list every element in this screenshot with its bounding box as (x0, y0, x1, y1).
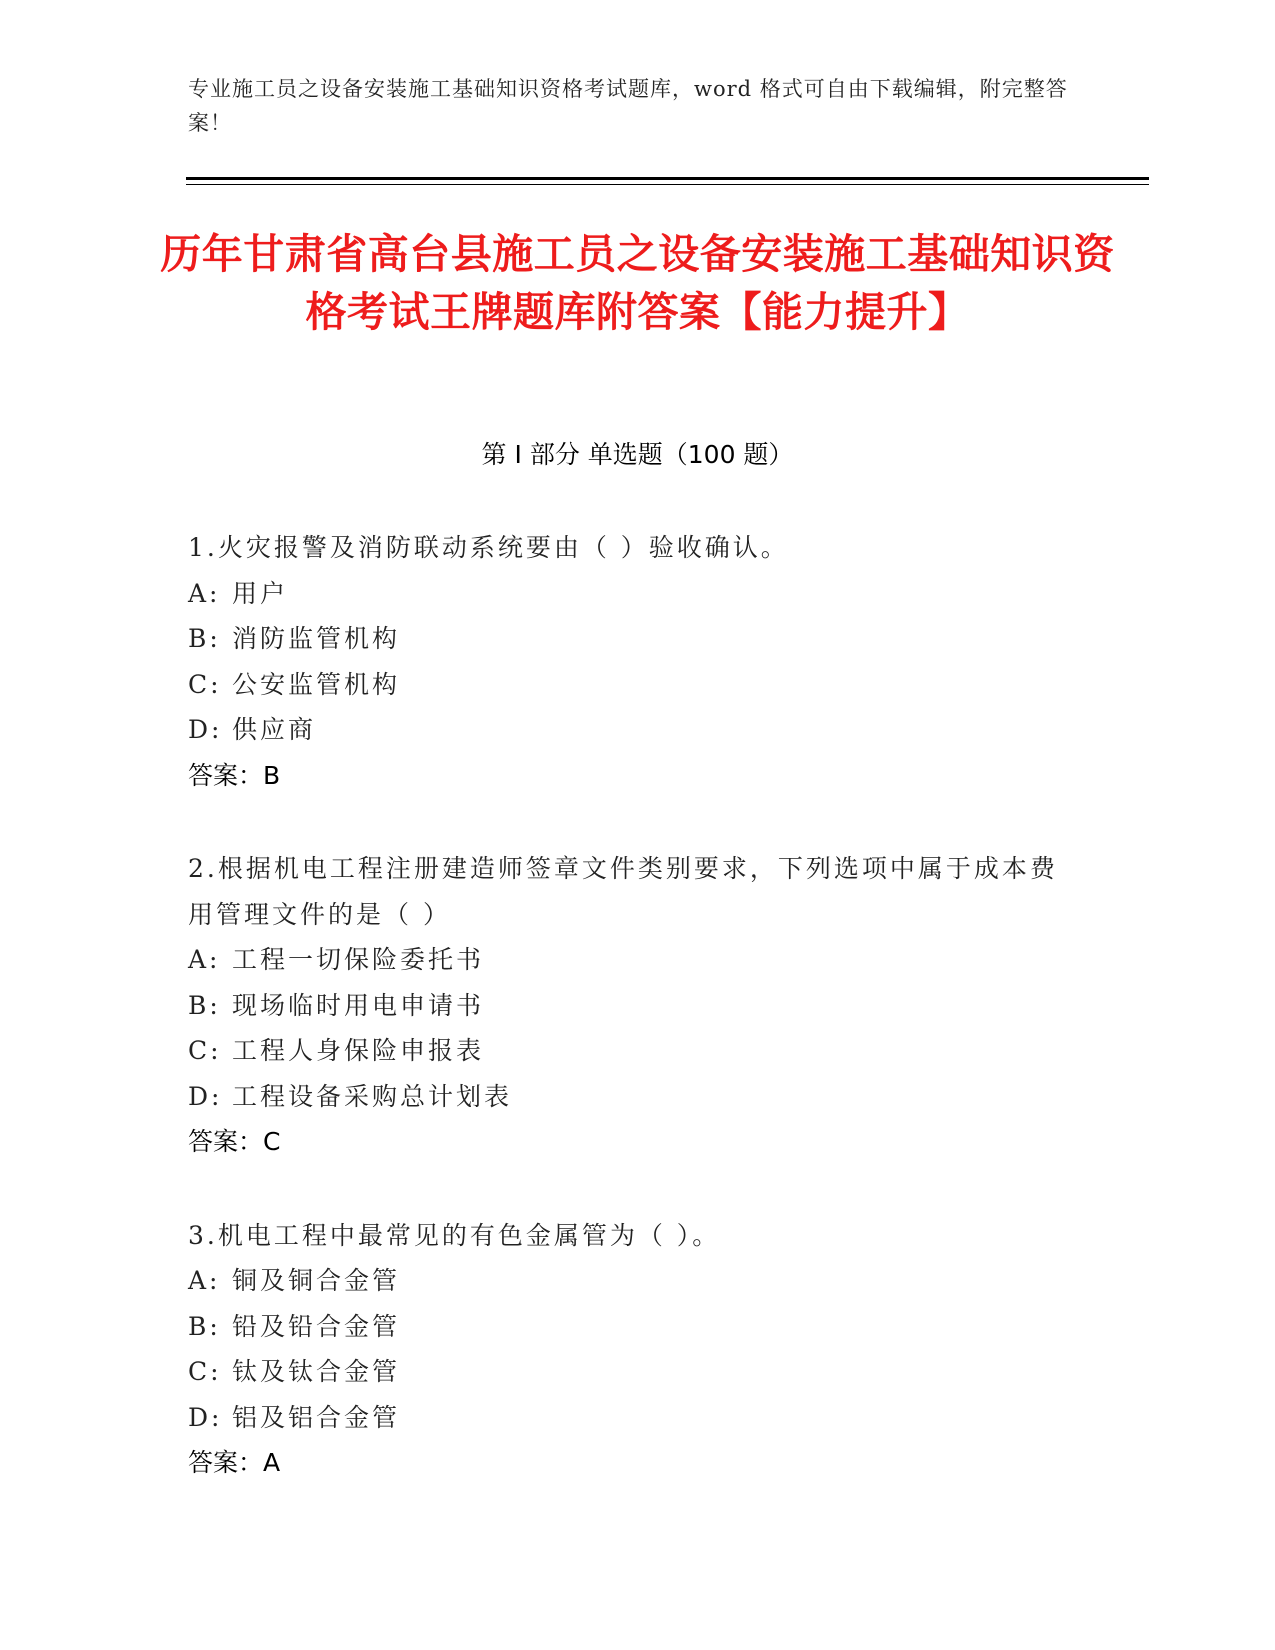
option-text: 铜及铜合金管 (232, 1266, 401, 1295)
header-rule-thin (186, 184, 1149, 185)
option-c (188, 1028, 1068, 1074)
option-a (188, 937, 1068, 983)
option-text: 现场临时用电申请书 (232, 990, 485, 1020)
option-d (188, 1074, 1068, 1120)
option-text: 铅及铅合金管 (232, 1311, 401, 1341)
option-b (188, 616, 1068, 662)
option-b (188, 983, 1068, 1029)
option-letter: C: (188, 1036, 222, 1065)
option-text: 供应商 (232, 715, 317, 744)
option-text: 工程一切保险委托书 (232, 945, 485, 974)
answer-line: 答案：A (188, 1448, 281, 1477)
option-text: 工程人身保险申报表 (232, 1036, 485, 1065)
header-note: 专业施工员之设备安装施工基础知识资格考试题库，word 格式可自由下载编辑，附完整答案！ (188, 77, 1068, 135)
answer-line: 答案：B (188, 760, 281, 790)
option-b (188, 1304, 1068, 1350)
option-letter: D: (188, 1402, 223, 1432)
option-d (188, 707, 1068, 753)
option-a (188, 571, 1068, 617)
option-text: 钛及钛合金管 (232, 1357, 401, 1386)
option-letter: B: (188, 624, 221, 653)
option-letter: D: (188, 1081, 223, 1111)
option-letter: C: (188, 1357, 222, 1386)
option-text: 用户 (232, 578, 289, 608)
question-3 (188, 1213, 1068, 1486)
option-text: 工程设备采购总计划表 (232, 1081, 513, 1111)
question-2 (188, 846, 1068, 1165)
question-text: 2.根据机电工程注册建造师签章文件类别要求，下列选项中属于成本费用管理文件的是（ ） (188, 854, 1058, 929)
section-title: 第 I 部分 单选题（100 题） (481, 440, 794, 469)
document-title: 历年甘肃省高台县施工员之设备安装施工基础知识资格考试王牌题库附答案【能力提升】 (160, 230, 1115, 336)
question-text: 3.机电工程中最常见的有色金属管为（ ）。 (188, 1220, 721, 1250)
option-letter: B: (188, 990, 221, 1020)
option-letter: A: (188, 1266, 221, 1295)
option-letter: D: (188, 715, 223, 744)
question-text: 1.火灾报警及消防联动系统要由（ ）验收确认。 (188, 533, 789, 562)
option-letter: B: (188, 1311, 221, 1341)
option-text: 铝及铝合金管 (232, 1402, 401, 1432)
option-a (188, 1258, 1068, 1304)
answer-line: 答案：C (188, 1127, 281, 1156)
option-letter: A: (188, 945, 221, 974)
header-rule-thick (186, 177, 1149, 180)
question-1 (188, 525, 1068, 798)
option-text: 消防监管机构 (232, 624, 401, 653)
option-text: 公安监管机构 (232, 669, 401, 699)
option-c (188, 1349, 1068, 1395)
option-d (188, 1395, 1068, 1441)
question-list (188, 525, 1068, 1534)
option-c (188, 662, 1068, 708)
option-letter: A: (188, 578, 221, 608)
option-letter: C: (188, 669, 222, 699)
